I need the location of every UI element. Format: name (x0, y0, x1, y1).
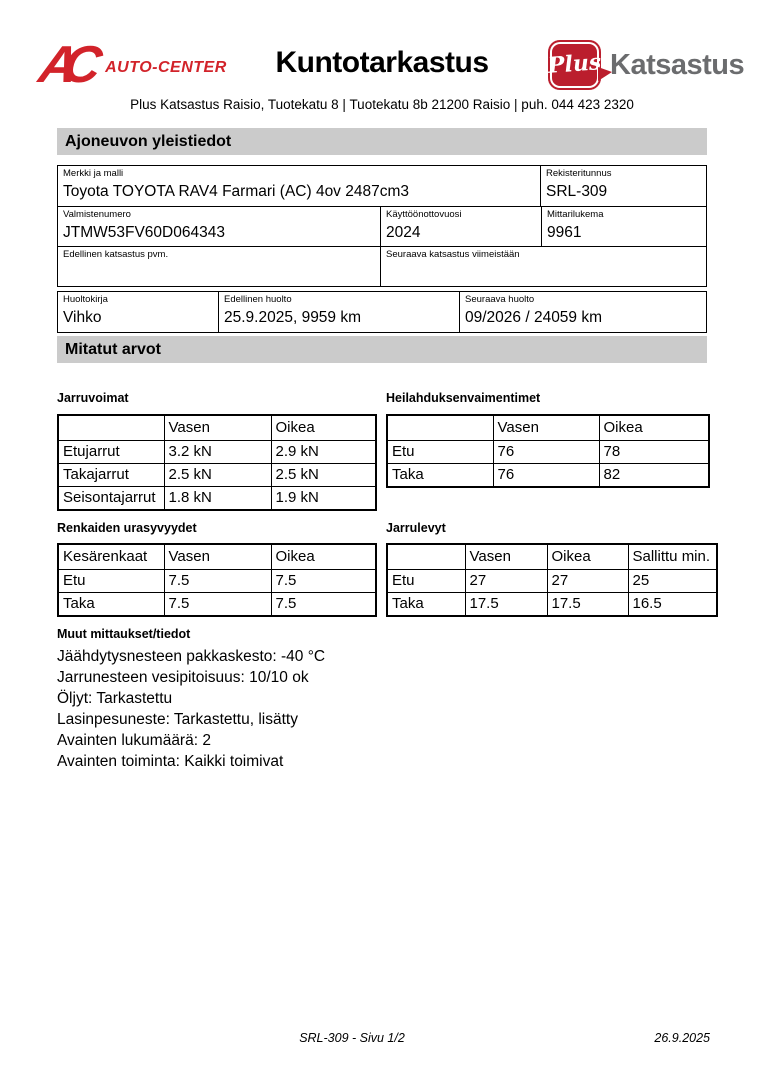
station-address-line: Plus Katsastus Raisio, Tuotekatu 8 | Tuotekatu 8b 21200 Raisio | puh. 044 423 2320 (130, 97, 634, 112)
header-cell: Vasen (164, 415, 271, 441)
table-row (58, 593, 376, 617)
cell-value: 2.9 kN (271, 441, 376, 464)
header-cell: Kesärenkaat (58, 544, 164, 570)
field-huoltokirja (58, 292, 218, 332)
section-header-general: Ajoneuvon yleistiedot (57, 128, 707, 155)
urasyvyydet-table (57, 543, 377, 617)
measurement-line: Avainten lukumäärä: 2 (57, 732, 211, 749)
vehicle-info-table (57, 165, 707, 287)
header-cell: Oikea (599, 415, 709, 441)
header-cell: Vasen (164, 544, 271, 570)
measurement-line: Avainten toiminta: Kaikki toimivat (57, 753, 284, 770)
measurement-line: Lasinpesuneste: Tarkastettu, lisätty (57, 711, 298, 728)
table-row (58, 292, 706, 332)
other-measurements-title: Muut mittaukset/tiedot (57, 627, 191, 641)
cell-value: 7.5 (271, 570, 376, 593)
field-label: Rekisteritunnus (546, 168, 612, 179)
field-value: JTMW53FV60D064343 (63, 224, 225, 241)
vaimentimet-title: Heilahduksenvaimentimet (386, 391, 541, 405)
cell-value: 7.5 (164, 593, 271, 617)
table-row (58, 246, 706, 286)
field-value: SRL-309 (546, 183, 608, 200)
field-label: Edellinen huolto (224, 294, 292, 305)
field-seuraava-katsastus (380, 247, 706, 286)
cell-value: 16.5 (628, 593, 717, 617)
cell-value: 7.5 (271, 593, 376, 617)
cell-value: 82 (599, 464, 709, 488)
cell-value: 1.9 kN (271, 487, 376, 511)
page-footer (0, 1031, 764, 1051)
table-header-row (58, 544, 376, 570)
cell-value: 17.5 (547, 593, 628, 617)
header-cell: Oikea (547, 544, 628, 570)
cell-value: 27 (465, 570, 547, 593)
field-value: 9961 (547, 224, 582, 241)
header-cell (58, 415, 164, 441)
field-valmistenumero (58, 207, 380, 246)
field-value: 25.9.2025, 9959 km (224, 309, 362, 326)
row-label: Etu (387, 570, 465, 593)
header-cell: Oikea (271, 544, 376, 570)
section-header-measured: Mitatut arvot (57, 336, 707, 363)
plus-badge-icon (548, 40, 601, 90)
field-label: Mittarilukema (547, 209, 604, 220)
field-edellinen-katsastus (58, 247, 380, 286)
field-value: 09/2026 / 24059 km (465, 309, 603, 326)
cell-value: 17.5 (465, 593, 547, 617)
field-value: Toyota TOYOTA RAV4 Farmari (AC) 4ov 2487cm3 (63, 183, 410, 200)
urasyvyydet-title: Renkaiden urasyvyydet (57, 521, 197, 535)
field-kayttoonottovuosi (380, 207, 541, 246)
field-label: Valmistenumero (63, 209, 131, 220)
measurement-line: Jäähdytysnesteen pakkaskesto: -40 °C (57, 648, 326, 665)
field-label: Merkki ja malli (63, 168, 124, 179)
field-seuraava-huolto (459, 292, 706, 332)
service-info-table (57, 291, 707, 333)
row-label: Seisontajarrut (58, 487, 164, 511)
plus-badge-text: Plus (546, 49, 602, 79)
field-value: Vihko (63, 309, 102, 326)
measurement-line: Jarrunesteen vesipitoisuus: 10/10 ok (57, 669, 309, 686)
jarrulevyt-title: Jarrulevyt (386, 521, 446, 535)
page-title: Kuntotarkastus (275, 46, 489, 79)
row-label: Etu (58, 570, 164, 593)
other-measurements-block (57, 627, 325, 772)
header-cell: Vasen (493, 415, 599, 441)
jarruvoimat-title: Jarruvoimat (57, 391, 129, 405)
table-row (58, 570, 376, 593)
cell-value: 2.5 kN (271, 464, 376, 487)
cell-value: 2.5 kN (164, 464, 271, 487)
table-row (58, 441, 376, 464)
header-cell (387, 415, 493, 441)
field-rekisteritunnus (540, 166, 706, 206)
cell-value: 27 (547, 570, 628, 593)
row-label: Taka (387, 464, 493, 488)
field-label: Edellinen katsastus pvm. (63, 249, 169, 260)
field-label: Seuraava huolto (465, 294, 535, 305)
auto-center-wordmark: AUTO-CENTER (105, 59, 227, 76)
vaimentimet-table (386, 414, 710, 488)
auto-center-monogram-icon: AC (34, 36, 93, 94)
cell-value: 76 (493, 464, 599, 488)
table-header-row (58, 415, 376, 441)
table-row (58, 487, 376, 511)
footer-date: 26.9.2025 (654, 1031, 710, 1045)
table-header-row (387, 544, 717, 570)
header-cell: Oikea (271, 415, 376, 441)
field-edellinen-huolto (218, 292, 459, 332)
jarrulevyt-table (386, 543, 718, 617)
row-label: Etu (387, 441, 493, 464)
header-cell: Sallittu min. (628, 544, 717, 570)
footer-page-info: SRL-309 - Sivu 1/2 (299, 1031, 405, 1045)
cell-value: 3.2 kN (164, 441, 271, 464)
table-row (387, 570, 717, 593)
field-label: Seuraava katsastus viimeistään (386, 249, 520, 260)
table-row (58, 206, 706, 246)
table-row (387, 593, 717, 617)
table-row (58, 464, 376, 487)
plus-katsastus-logo (548, 40, 744, 90)
cell-value: 1.8 kN (164, 487, 271, 511)
field-mittarilukema (541, 207, 706, 246)
row-label: Takajarrut (58, 464, 164, 487)
plus-wordmark: Katsastus (610, 48, 745, 81)
cell-value: 7.5 (164, 570, 271, 593)
table-row (387, 441, 709, 464)
cell-value: 78 (599, 441, 709, 464)
row-label: Taka (387, 593, 465, 617)
cell-value: 25 (628, 570, 717, 593)
header-cell (387, 544, 465, 570)
table-row (58, 166, 706, 206)
field-label: Huoltokirja (63, 294, 108, 305)
jarruvoimat-table (57, 414, 377, 511)
table-row (387, 464, 709, 488)
field-label: Käyttöönottovuosi (386, 209, 462, 220)
header-cell: Vasen (465, 544, 547, 570)
measurement-line: Öljyt: Tarkastettu (57, 690, 173, 707)
row-label: Taka (58, 593, 164, 617)
cell-value: 76 (493, 441, 599, 464)
field-merkki-ja-malli (58, 166, 540, 206)
table-header-row (387, 415, 709, 441)
field-value: 2024 (386, 224, 421, 241)
row-label: Etujarrut (58, 441, 164, 464)
